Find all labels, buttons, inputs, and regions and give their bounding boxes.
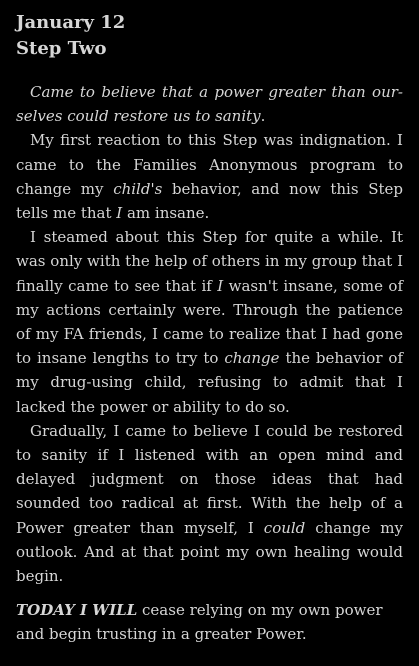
p2-emphasis-change: change: [224, 349, 280, 368]
closing-affirmation: [16, 598, 403, 646]
p3-text-c: change my outlook. And at that point my own healing would begin.: [16, 518, 403, 586]
p2-text-a: I steamed about this Step for quite a while. It was only with the help of others in my group that I finally came to see that if: [16, 228, 403, 295]
p1-text-c: behavior, and now this Step tells me that: [16, 179, 403, 223]
p1-text-e: am insane.: [122, 204, 210, 223]
p2-text-e: the behavior of my drug-using child, refusing to admit that I lacked the power or ability to do so.: [16, 349, 403, 416]
p1-text-a: My first reaction to this Step was indignation. I came to the Families Anonymous program to change my: [16, 131, 403, 198]
step-title: Step Two: [16, 38, 107, 59]
paragraph-1: [16, 128, 403, 225]
closing-text: cease relying on my own power and begin trusting in a greater Power.: [16, 601, 383, 644]
step-quote-period: .: [260, 107, 266, 126]
p1-emphasis-child: child's: [113, 179, 163, 198]
p1-emphasis-i: I: [116, 204, 123, 223]
p3-emphasis-could: could: [263, 518, 306, 537]
reading-body: [16, 80, 403, 588]
entry-date: January 12: [16, 12, 126, 33]
step-quote: Came to believe that a power greater than our-selves could restore us to sanity: [16, 83, 403, 126]
p2-text-c: wasn't insane, some of my actions certainly were. Through the patience of my FA friends, I came to realize that I had gone to insane lengths to try to: [16, 276, 404, 368]
p2-emphasis-i: I: [217, 276, 224, 295]
p3-text-a: Gradually, I came to believe I could be restored to sanity if I listened with an open mind and delayed judgment on those ideas that had sounded too radical at first. With the help of a Power greater than myself, I: [16, 421, 403, 537]
paragraph-3: [16, 419, 403, 588]
paragraph-2: [16, 225, 403, 419]
closing-lead: TODAY I WILL: [16, 601, 138, 620]
step-quote-paragraph: [16, 80, 403, 128]
